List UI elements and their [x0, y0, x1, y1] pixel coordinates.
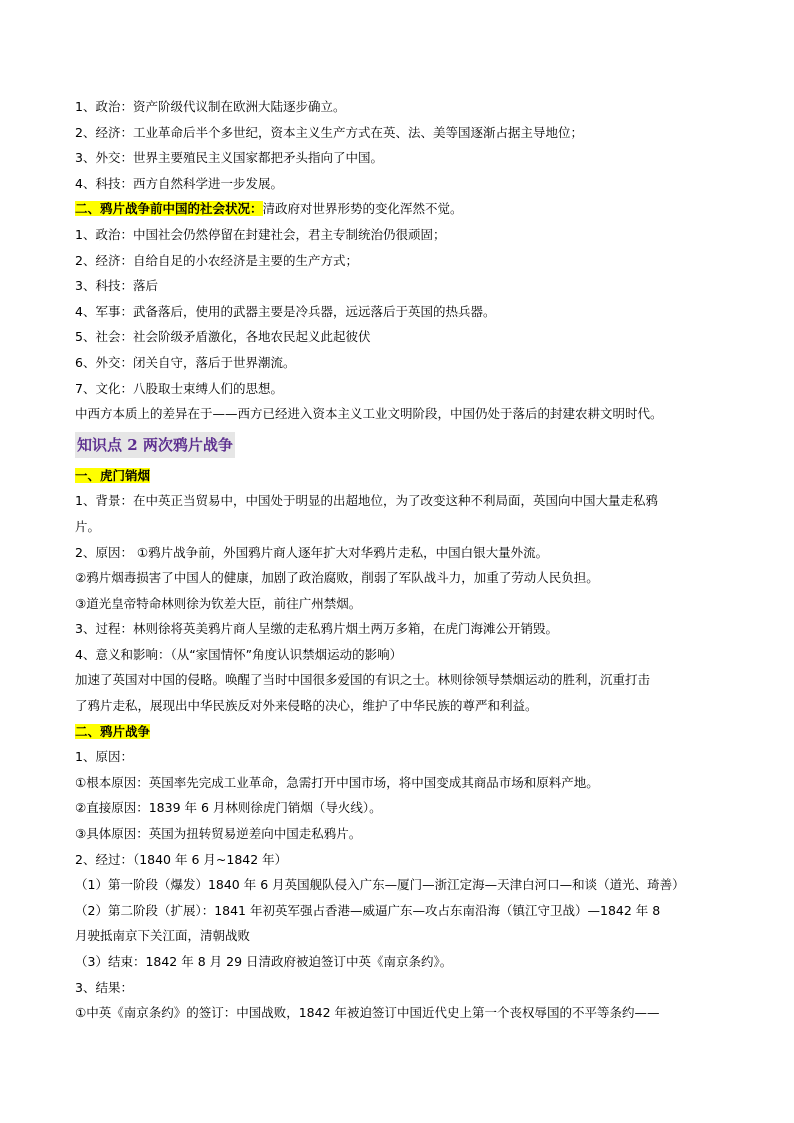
text-line: 月驶抵南京下关江面，清朝战败	[75, 928, 251, 944]
text-line: 7、文化：八股取士束缚人们的思想。	[75, 380, 283, 396]
text-line: ①中英《南京条约》的签订：中国战败，1842 年被迫签订中国近代史上第一个丧权辱国的不平等条约——	[75, 1005, 660, 1021]
text-line: 3、过程：林则徐将英美鸦片商人呈缴的走私鸦片烟土两万多箱，在虎门海滩公开销毁。	[75, 621, 558, 637]
text-line: ①根本原因：英国率先完成工业革命，急需打开中国市场，将中国变成其商品市场和原料产地。	[75, 774, 599, 790]
section-heading	[75, 196, 735, 222]
text-line: ③具体原因：英国为扭转贸易逆差向中国走私鸦片。	[75, 826, 362, 842]
text-line: 1、原因：	[75, 749, 133, 765]
text-line: 4、军事：武备落后，使用的武器主要是冷兵器，远远落后于英国的热兵器。	[75, 303, 496, 319]
text-line: 3、外交：世界主要殖民主义国家都把矛头指向了中国。	[75, 150, 383, 166]
text-line: 6、外交：闭关自守，落后于世界潮流。	[75, 354, 296, 370]
text-line: 3、科技：落后	[75, 278, 158, 294]
text-line: 2、经济：工业革命后半个多世纪，资本主义生产方式在英、法、美等国逐渐占据主导地位；	[75, 124, 583, 140]
section-heading	[75, 719, 735, 745]
text-line: 2、经济：自给自足的小农经济是主要的生产方式；	[75, 252, 358, 268]
text-line: 1、政治：资产阶级代议制在欧洲大陆逐步确立。	[75, 99, 346, 114]
text-line: ③道光皇帝特命林则徐为钦差大臣，前往广州禁烟。	[75, 595, 362, 611]
text-line: 1、政治：中国社会仍然停留在封建社会，君主专制统治仍很顽固；	[75, 226, 446, 242]
text-line: ②直接原因：1839 年 6 月林则徐虎门销烟（导火线）。	[75, 800, 382, 816]
knowledge-point-title	[75, 429, 735, 463]
text-line: 片。	[75, 518, 101, 534]
text-line: 中西方本质上的差异在于——西方已经进入资本主义工业文明阶段，中国仍处于落后的封建农耕文明时代。	[75, 406, 663, 422]
section-heading	[75, 463, 735, 489]
text-line: ②鸦片烟毒损害了中国人的健康，加剧了政治腐败，削弱了军队战斗力，加重了劳动人民负担。	[75, 570, 599, 586]
section-heading-label: 二、鸦片战争前中国的社会状况：	[75, 201, 263, 217]
text-line: 5、社会：社会阶级矛盾激化，各地农民起义此起彼伏	[75, 329, 371, 345]
text-line: 3、结果：	[75, 979, 133, 995]
text-line: 4、意义和影响：（从“家国情怀”角度认识禁烟运动的影响）	[75, 646, 403, 662]
text-line: 4、科技：西方自然科学进一步发展。	[75, 175, 283, 191]
text-line: （3）结束：1842 年 8 月 29 日清政府被迫签订中英《南京条约》。	[75, 954, 453, 969]
section-heading-label: 一、虎门销烟	[75, 467, 151, 483]
document-body	[75, 94, 735, 1026]
text-line: 加速了英国对中国的侵略。唤醒了当时中国很多爱国的有识之士。林则徐领导禁烟运动的胜利，沉重打击	[75, 672, 651, 688]
section-heading-label: 二、鸦片战争	[75, 723, 151, 739]
text-line: 了鸦片走私，展现出中华民族反对外来侵略的决心，维护了中华民族的尊严和利益。	[75, 698, 538, 714]
text-line: 2、经过：（1840 年 6 月~1842 年）	[75, 851, 288, 867]
knowledge-point-label: 知识点 2 两次鸦片战争	[75, 432, 235, 458]
text-line: （2）第二阶段（扩展）：1841 年初英军强占香港—威逼广东—攻占东南沿海（镇江守卫战）—1842 年 8	[75, 902, 661, 918]
section-heading-text: 清政府对世界形势的变化浑然不觉。	[262, 201, 463, 217]
text-line: 1、背景：在中英正当贸易中，中国处于明显的出超地位，为了改变这种不利局面，英国向中国大量走私鸦	[75, 493, 658, 509]
text-line: 2、原因： ①鸦片战争前，外国鸦片商人逐年扩大对华鸦片走私，中国白银大量外流。	[75, 544, 549, 560]
text-line: （1）第一阶段（爆发）1840 年 6 月英国舰队侵入广东—厦门—浙江定海—天津白河口—和谈（道光、琦善）	[75, 877, 685, 893]
